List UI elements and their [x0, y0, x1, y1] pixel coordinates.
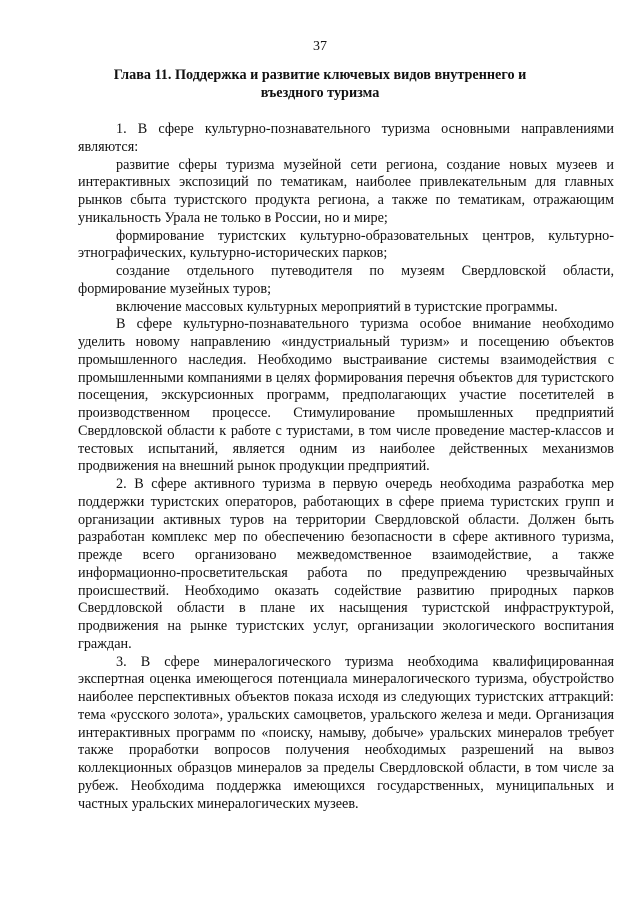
paragraph: 1. В сфере культурно-познавательного туризма основными направлениями являются: [78, 121, 614, 155]
body-text [78, 121, 614, 813]
chapter-title: Глава 11. Поддержка и развитие ключевых видов внутреннего и въездного туризма [113, 67, 527, 101]
paragraph: развитие сферы туризма музейной сети региона, создание новых музеев и интерактивных экспозиций по тематикам, наиболее привлекательным для главных рынков сбыта туристского продукта региона, а также по тематикам, отражающим уникальность Урала не только в России, но и мире; [78, 156, 614, 226]
paragraph: 2. В сфере активного туризма в первую очередь необходима разработка мер поддержки туристских операторов, работающих в сфере приема туристских групп и организации активных туров на территории Свердловской области. Должен быть разработан комплекс мер по обеспечению безопасности в сфере активного туризма, прежде всего организовано межведомственное взаимодействие, а также информационно-просветительская работа по предупреждению чрезвычайных происшествий. Необходимо оказать содействие развитию природных парков Свердловской области в плане их насыщения туристской инфраструктурой, продвижения на рынке туристских услуг, организации экологического воспитания граждан. [78, 476, 614, 652]
paragraph: формирование туристских культурно-образовательных центров, культурно-этнографических, культурно-исторических парков; [78, 227, 614, 262]
paragraph: 3. В сфере минералогического туризма необходима квалифицированная экспертная оценка имеющегося потенциала минералогического туризма, обустройство наиболее перспективных объектов показа исходя из следующих туристских аттракций: тема «русского золота», уральских самоцветов, уральского железа и меди. Организация интерактивных программ по «поиску, намыву, добыче» уральских минералов требует также проработки вопросов получения необходимых разрешений на вывоз коллекционных образцов минералов за пределы Свердловской области, в том числе за рубеж. Необходима поддержка имеющихся государственных, муниципальных и частных уральских минералогических музеев. [78, 653, 614, 812]
page-number: 37 [313, 39, 327, 54]
paragraph: создание отдельного путеводителя по музеям Свердловской области, формирование музейных туров; [78, 263, 614, 297]
paragraph: включение массовых культурных мероприятий в туристские программы. [116, 298, 558, 315]
paragraph: В сфере культурно-познавательного туризма особое внимание необходимо уделить новому направлению «индустриальный туризм» и посещению объектов промышленного наследия. Необходимо выстраивание системы взаимодействия с промышленными компаниями в целях формирования перечня объектов для туристского посещения, экскурсионных программ, предполагающих участие посетителей в производственном процессе. Стимулирование промышленных предприятий Свердловской области к работе с туристами, в том числе проведение мастер-классов и тестовых испытаний, является одним из наиболее действенных механизмов продвижения на внешний рынок продукции предприятий. [78, 316, 614, 475]
